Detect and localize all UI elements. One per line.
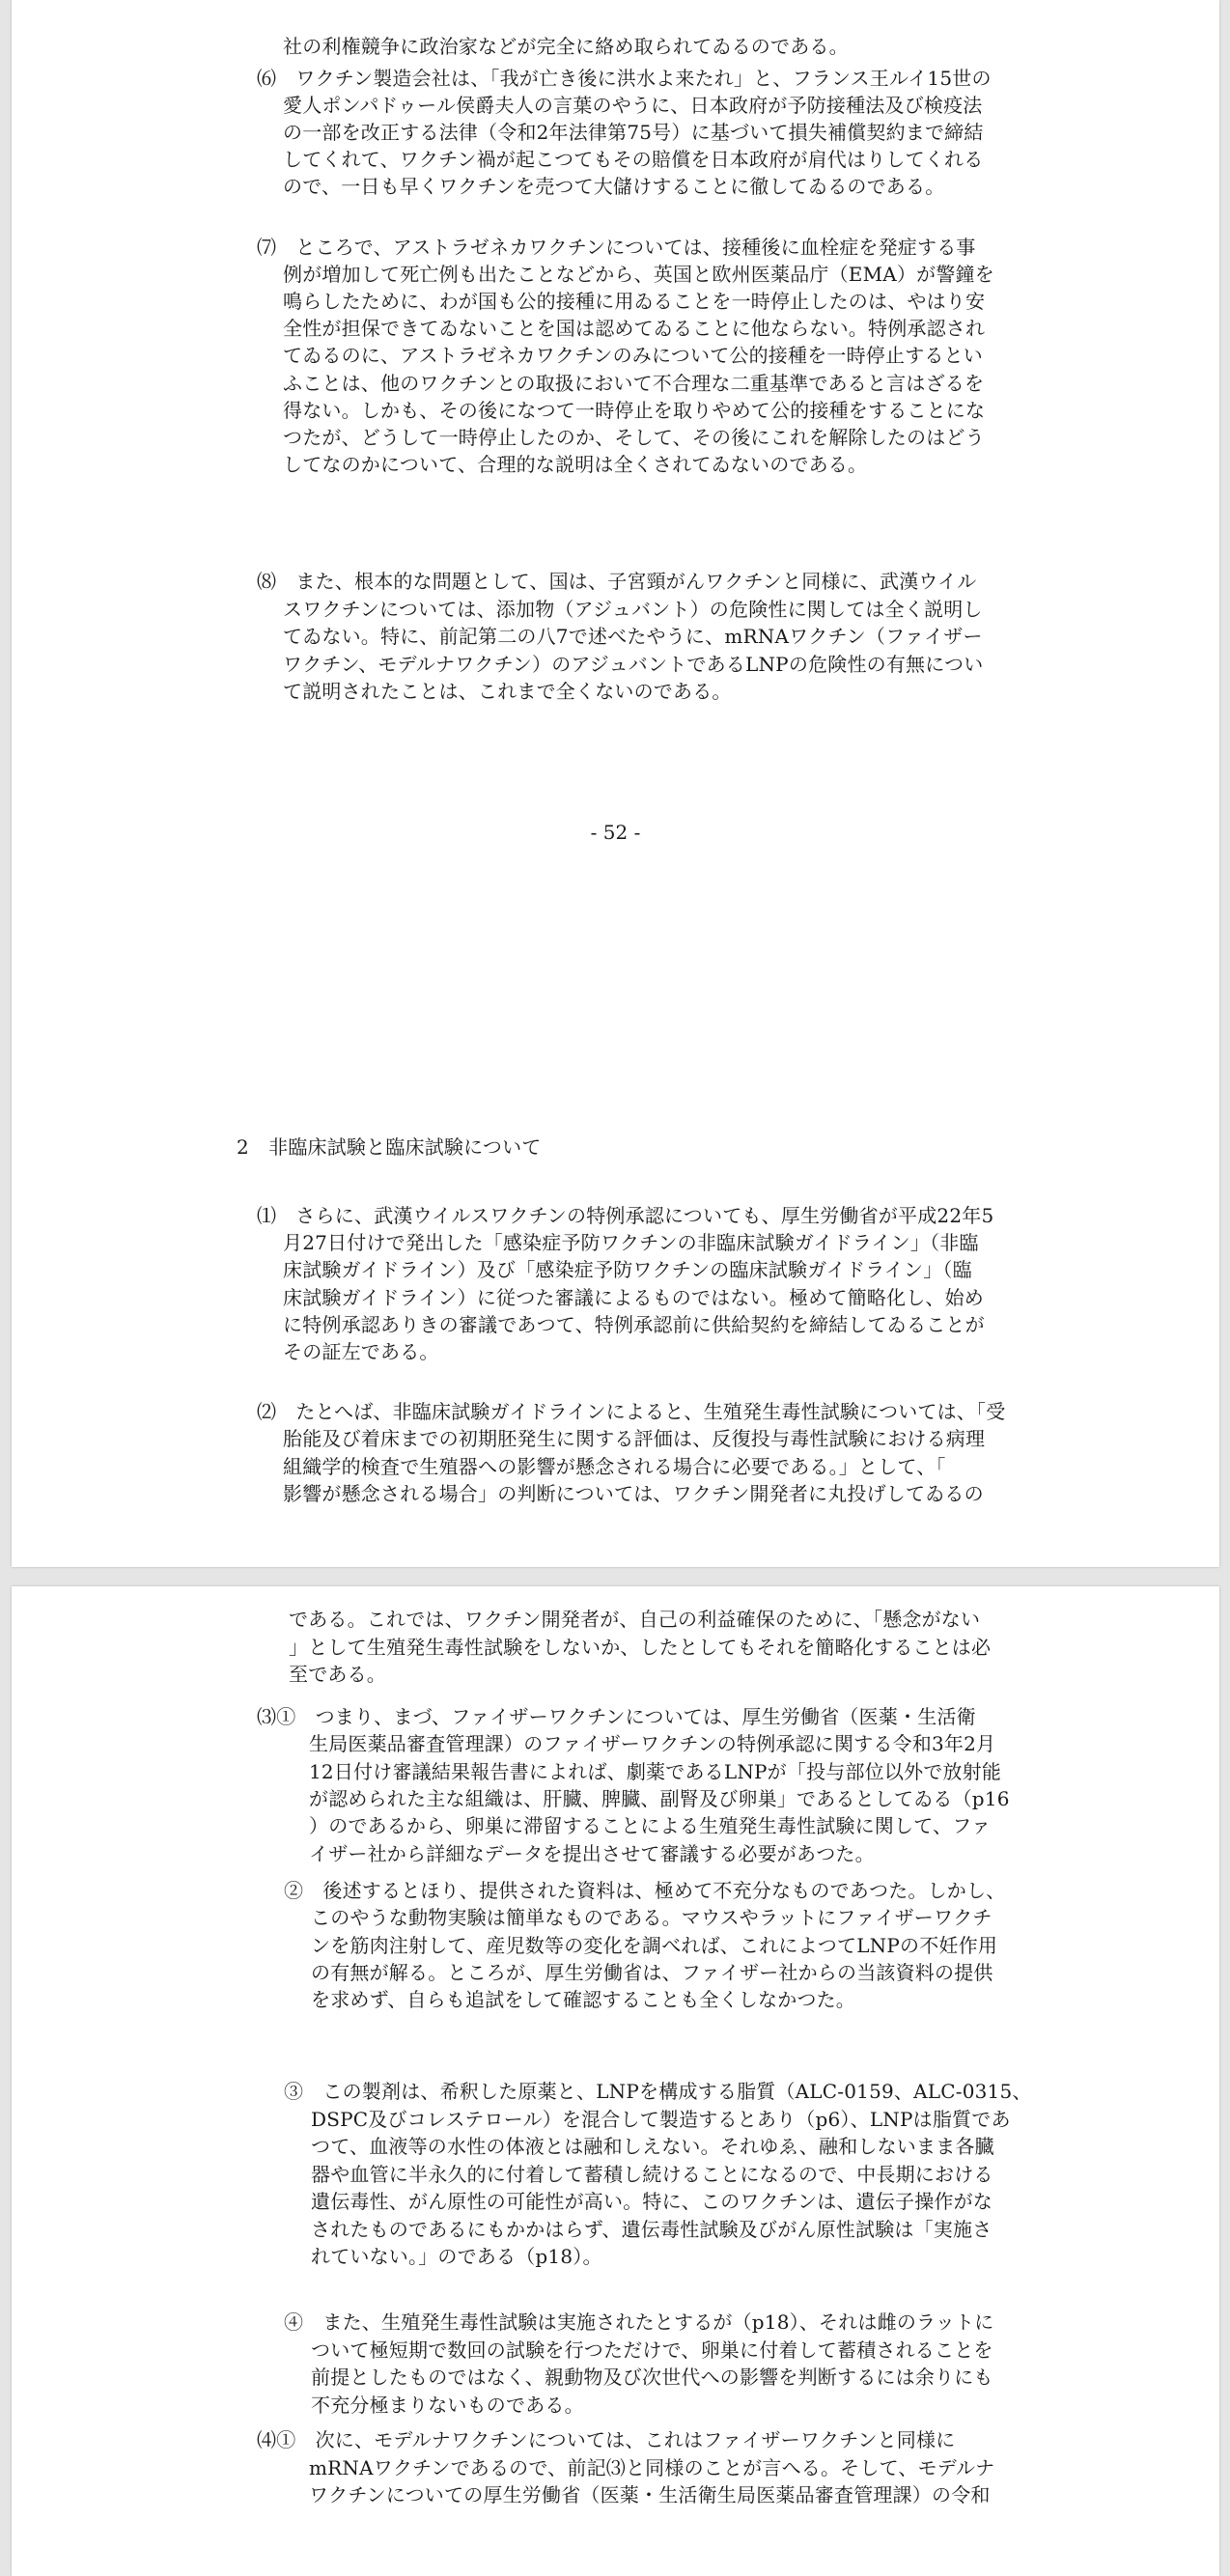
document-page-1 (12, 0, 1219, 1567)
item-3-2-line: このやうな動物実験は簡単なものである。マウスやラットにファイザーワクチ (311, 1906, 992, 1929)
item-3-2-line: ② 後述するとほり、提供された資料は、極めて不充分なものであつた。しかし、 (284, 1879, 1006, 1902)
item-3-4-line: 前提としたものではなく、親動物及び次世代への影響を判断するには余りにも (311, 2366, 993, 2389)
item-8-line: ワクチン、モデルナワクチン）のアジュバントであるLNPの危険性の有無につい (283, 653, 984, 676)
section2-item-1-line: 床試験ガイドライン）及び「感染症予防ワクチンの臨床試験ガイドライン」（臨 (283, 1258, 972, 1281)
item-3-2-line: の有無が解る。ところが、厚生労働省は、ファイザー社からの当該資料の提供 (311, 1961, 993, 1984)
item-2-continuation-line: 至である。 (289, 1663, 386, 1686)
item-8-line: スワクチンについては、添加物（アジュバント）の危険性に関しては全く説明し (283, 598, 983, 621)
item-7-line: 得ない。しかも、その後になつて一時停止を取りやめて公的接種をすることにな (283, 399, 986, 422)
section2-item-2-line: 組織学的検査で生殖器への影響が懸念される場合に必要である。」として、「 (283, 1455, 946, 1478)
item-8-line: て説明されたことは、これまで全くないのである。 (283, 680, 732, 703)
item-2-continuation-line: である。これでは、ワクチン開発者が、自己の利益確保のために、「懸念がない (289, 1608, 981, 1631)
section-heading: 2 非臨床試験と臨床試験について (237, 1135, 542, 1159)
item-6-line: の一部を改正する法律（令和2年法律第75号）に基づいて損失補償契約まで締結 (283, 121, 984, 144)
item-3-1-line: イザー社から詳細なデータを提出させて審議する必要があつた。 (309, 1842, 875, 1865)
section2-item-1-line: 月27日付けで発出した「感染症予防ワクチンの非臨床試験ガイドライン」（非臨 (283, 1231, 979, 1254)
item-3-2-line: ンを筋肉注射して、産児数等の変化を調べれば、これによつてLNPの不妊作用 (311, 1934, 998, 1957)
document-page-2 (12, 1586, 1219, 2576)
item-7-line: してなのかについて、合理的な説明は全くされてゐないのである。 (283, 453, 868, 476)
item-8-line: ⑻ また、根本的な問題として、国は、子宮頸がんワクチンと同様に、武漢ウイル (257, 570, 977, 593)
item-6-line: ので、一日も早くワクチンを売つて大儲けすることに徹してゐるのである。 (283, 175, 945, 198)
item-7-line: ふことは、他のワクチンとの取扱において不合理な二重基準であると言はざるを (283, 372, 985, 395)
item-7-line: 全性が担保できてゐないことを国は認めてゐることに他ならない。特例承認され (283, 317, 986, 340)
item-4-1-line: ⑷① 次に、モデルナワクチンについては、これはファイザーワクチンと同様に (257, 2428, 956, 2451)
item-6-line: ⑹ ワクチン製造会社は、「我が亡き後に洪水よ来たれ」と、フランス王ルイ15世の (257, 67, 992, 90)
page-number: - 52 - (590, 821, 641, 844)
item-3-1-line: ）のであるから、卵巣に滞留することによる生殖発生毒性試験に関して、ファ (309, 1814, 992, 1837)
section2-item-2-line: ⑵ たとへば、非臨床試験ガイドラインによると、生殖発生毒性試験については、「受 (257, 1400, 1006, 1423)
item-6-line: 愛人ポンパドゥール侯爵夫人の言葉のやうに、日本政府が予防接種法及び検疫法 (283, 94, 983, 117)
item-3-3-line: 器や血管に半永久的に付着して蓄積し続けることになるので、中長期における (311, 2163, 993, 2186)
section2-item-1-line: に特例承認ありきの審議であつて、特例承認前に供給契約を締結してゐることが (283, 1313, 985, 1336)
item-7-line: つたが、どうして一時停止したのか、そして、その後にこれを解除したのはどう (283, 426, 985, 449)
item-3-3-line: 遺伝毒性、がん原性の可能性が高い。特に、このワクチンは、遺伝子操作がな (311, 2190, 992, 2213)
item-3-3-line: つて、血液等の水性の体液とは融和しえない。それゆゑ、融和しないまま各臓 (311, 2135, 994, 2158)
item-3-4-line: 不充分極まりないものである。 (311, 2394, 584, 2417)
item-7-line: ⑺ ところで、アストラゼネカワクチンについては、接種後に血栓症を発症する事 (257, 236, 976, 259)
item-7-line: てゐるのに、アストラゼネカワクチンのみについて公的接種を一時停止するとい (283, 344, 983, 367)
item-3-2-line: を求めず、自らも追試をして確認することも全くしなかつた。 (311, 1988, 855, 2011)
item-3-4-line: ④ また、生殖発生毒性試験は実施されたとするが（p18）、それは雌のラットに (284, 2310, 994, 2334)
item-7-line: 例が増加して死亡例も出たことなどから、英国と欧州医薬品庁（EMA）が警鐘を (283, 263, 994, 286)
section2-item-2-line: 胎能及び着床までの初期胚発生に関する評価は、反復投与毒性試験における病理 (283, 1427, 986, 1450)
item-3-1-line: 12日付け審議結果報告書によれば、劇薬であるLNPが「投与部位以外で放射能 (309, 1760, 1002, 1783)
section2-item-1-line: ⑴ さらに、武漢ウイルスワクチンの特例承認についても、厚生労働省が平成22年5 (257, 1204, 994, 1227)
item-3-3-line: されたものであるにもかかはらず、遺伝毒性試験及びがん原性試験は「実施さ (311, 2218, 992, 2241)
item-6-line: してくれて、ワクチン禍が起こつてもその賠償を日本政府が肩代はりしてくれる (283, 148, 984, 171)
item-3-4-line: ついて極短期で数回の試験を行つただけで、卵巣に付着して蓄積されることを (311, 2338, 993, 2362)
item-7-line: 鳴らしたために、わが国も公的接種に用ゐることを一時停止したのは、やはり安 (283, 290, 986, 313)
item-4-1-line: ワクチンについての厚生労働省（医薬・生活衛生局医薬品審査管理課）の令和 (309, 2483, 991, 2506)
item-3-3-line: DSPC及びコレステロール）を混合して製造するとあり（p6）、LNPは脂質であ (311, 2108, 1011, 2131)
item-4-1-line: mRNAワクチンであるので、前記⑶と同様のことが言へる。そして、モデルナ (309, 2456, 995, 2479)
item-3-3-line: れていない。」のである（p18）。 (311, 2245, 602, 2268)
section2-item-2-line: 影響が懸念される場合」の判断については、ワクチン開発者に丸投げしてゐるの (283, 1482, 984, 1505)
item-3-1-line: ⑶① つまり、まづ、ファイザーワクチンについては、厚生労働省（医薬・生活衛 (257, 1705, 976, 1728)
section2-item-1-line: その証左である。 (283, 1340, 439, 1363)
item-6-continuation-text: 社の利権競争に政治家などが完全に絡め取られてゐるのである。 (283, 35, 849, 58)
item-3-1-line: 生局医薬品審査管理課）のファイザーワクチンの特例承認に関する令和3年2月 (309, 1732, 996, 1755)
section2-item-1-line: 床試験ガイドライン）に従つた審議によるものではない。極めて簡略化し、始め (283, 1286, 984, 1309)
item-3-1-line: が認められた主な組織は、肝臓、脾臓、副腎及び卵巣」であるとしてゐる（p16 (309, 1787, 1010, 1810)
item-8-line: てゐない。特に、前記第二の八7で述べたやうに、mRNAワクチン（ファイザー (283, 625, 983, 648)
item-2-continuation-line: 」として生殖発生毒性試験をしないか、したとしてもそれを簡略化することは必 (289, 1636, 992, 1659)
item-3-3-line: ③ この製剤は、希釈した原薬と、LNPを構成する脂質（ALC-0159、ALC-0315、 (284, 2080, 1032, 2103)
